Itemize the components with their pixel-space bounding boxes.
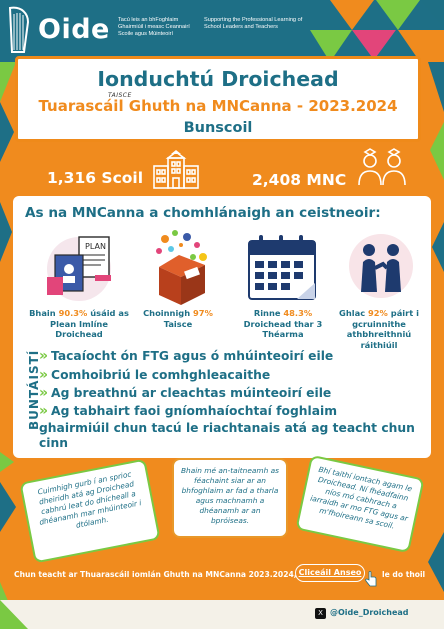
teachers-group-icon [356, 145, 408, 189]
benefit-item-continuation: ghairmiúil chun tacú le riachtanais atá ag teacht chun cinn [39, 421, 415, 450]
click-here-link[interactable]: Cliceáil Anseo [295, 564, 365, 582]
calendar-icon [241, 233, 323, 301]
chevron-right-icon: » [39, 385, 49, 401]
panel-heading: As na MNCanna a chomhlánaigh an ceistneoir: [25, 205, 381, 221]
x-logo-icon: X [315, 608, 326, 619]
stat-plan-imline: Bhain 90.3% úsáid as Plean Imlíne Droichead [29, 308, 129, 339]
svg-text:PLAN: PLAN [85, 242, 106, 251]
social-handle[interactable]: @Oide_Droichead [330, 608, 409, 617]
tagline-english: Supporting the Professional Learning of School Leaders and Teachers [204, 17, 303, 30]
quote-card: Bhain mé an-taitneamh as féachaint siar ar an bhfoghlaim ar fad a tharla agus machnamh a dhéanamh ar an bpróiseas. [172, 458, 288, 538]
benefit-item: » Comhoibriú le comhghleacaithe [39, 367, 271, 383]
school-level: Bunscoil [183, 120, 253, 136]
page-title: Ionduchtú Droichead [97, 67, 339, 91]
chevron-right-icon: » [39, 403, 49, 419]
chevron-right-icon: » [39, 367, 49, 383]
pointer-hand-icon [364, 571, 378, 587]
report-subtitle: Tuarascáil Ghuth na MNCanna - 2023.2024 [38, 97, 398, 115]
stat-taisce: Choinnigh 97% Taisce [143, 308, 213, 329]
stat-review-meetings: Ghlac 92% páirt i gcruinnithe athbhreithniú ráithiúil [339, 308, 419, 350]
tagline-irish: Tacú leis an bhFoghlaim Ghairmiúil i measc Ceannairí Scoile agus Múinteoirí [118, 17, 190, 37]
stat-mnc: 2,408 MNC [252, 171, 347, 189]
quote-card: Cuimhigh gurb í an sprioc dheiridh atá ag Droichead cabhrú leat do dhícheall a dhéanamh mar mhúinteoir i dtólamh. [19, 459, 160, 564]
oide-logo: Oide [38, 14, 110, 45]
benefit-item: » Tacaíocht ón FTG agus ó mhúinteoirí eile [39, 348, 334, 364]
taisce-box-icon [135, 227, 225, 309]
chevron-right-icon: » [39, 348, 49, 364]
stat-schools: 1,316 Scoil [47, 169, 144, 187]
stat-three-terms: Rinne 48.3% Droichead thar 3 Théarma [243, 308, 323, 339]
plan-document-icon [41, 231, 121, 303]
taisce-label: TAISCE [108, 92, 132, 99]
conversation-icon [345, 232, 417, 300]
benefit-item: » Ag tabhairt faoi gníomhaíochtaí foghlaim [39, 403, 338, 419]
footer-text: Chun teacht ar Thuarascáil iomlán Ghuth na MNCanna 2023.2024, [14, 570, 297, 579]
footer-end-text: le do thoil [382, 570, 426, 579]
harp-icon [6, 4, 32, 56]
school-building-icon [152, 148, 200, 190]
title-card [15, 56, 421, 142]
benefit-item: » Ag breathnú ar cleachtas múinteoirí eile [39, 385, 332, 401]
quote-card: Bhí taithí iontach agam le Droichead. Ní fhéadfainn níos mó cabhrach a iarraidh ar mo FTG agus ar m'fhoireann sa scoil. [295, 455, 424, 553]
